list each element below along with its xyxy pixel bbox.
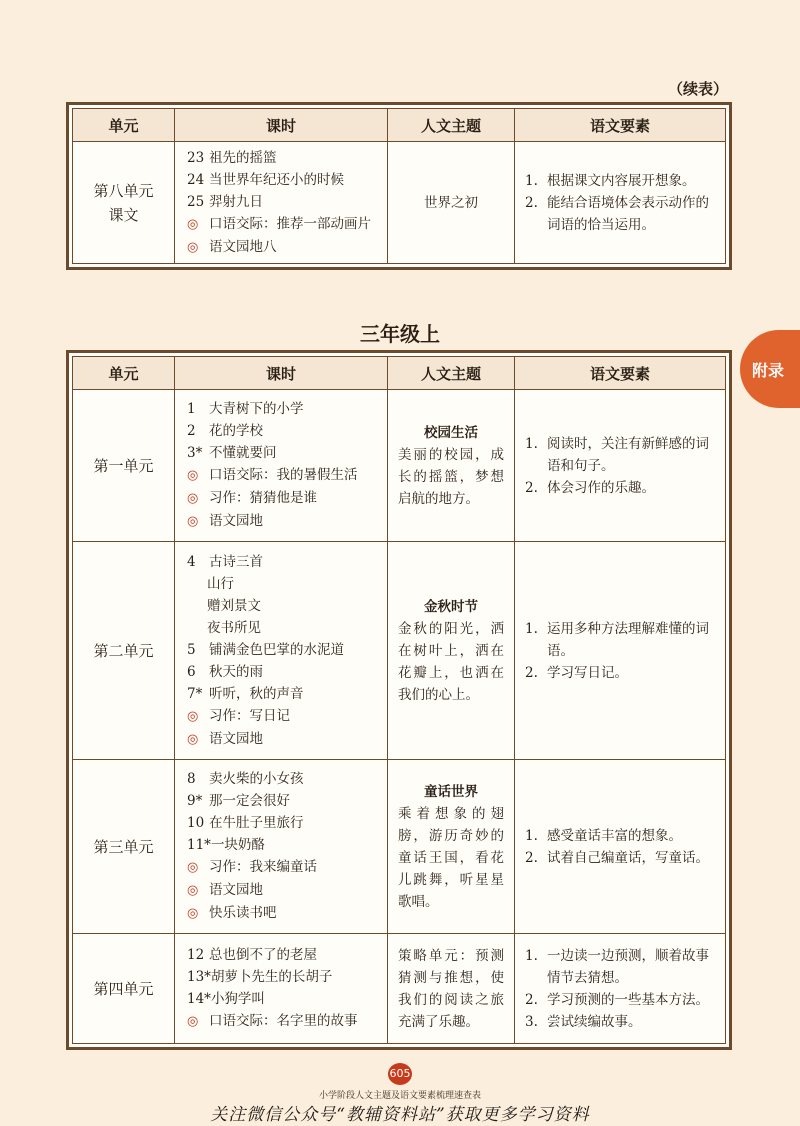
lesson-item [187, 398, 381, 420]
lesson-title: 口语交际：推荐一部动画片 [209, 215, 371, 232]
top-table-frame [66, 102, 732, 270]
lessons-cell [175, 934, 388, 1044]
lesson-number: 6 [187, 663, 196, 680]
lesson-title: 花的学校 [209, 423, 263, 439]
element-text: 阅读时，关注有新鲜感的词语和句子。 [547, 435, 709, 474]
element-item [525, 989, 717, 1011]
lesson-item [187, 213, 381, 236]
lessons-cell [175, 760, 388, 934]
theme-body: 金秋的阳光，洒在树叶上，洒在花瓣上，也洒在我们的心上。 [398, 620, 504, 703]
lesson-title: 夜书所见 [207, 619, 261, 636]
element-number: 1. [525, 172, 538, 189]
bullet-mark: ◎ [187, 1014, 199, 1029]
theme-body: 美丽的校园，成长的摇篮，梦想启航的地方。 [398, 446, 504, 507]
lessons-cell [175, 390, 388, 542]
lesson-number: 4 [187, 553, 196, 570]
lesson-item [187, 420, 381, 442]
lesson-item [187, 966, 381, 988]
footer-subtitle: 小学阶段人文主题及语文要素梳理速查表 [318, 1091, 481, 1101]
header-unit: 单元 [73, 357, 175, 390]
lesson-item [187, 768, 381, 790]
element-number: 1. [525, 827, 538, 844]
element-text: 试着自己编童话，写童话。 [547, 849, 709, 866]
theme-title: 校园生活 [424, 424, 478, 441]
theme-body: 策略单元：预测猜测与推想，使我们的阅读之旅充满了乐趣。 [398, 947, 504, 1030]
section-title: 三年级上 [360, 322, 440, 346]
header-theme: 人文主题 [388, 109, 515, 142]
unit-cell: 第一单元 [73, 390, 175, 542]
bullet-mark: ◎ [187, 906, 199, 921]
lesson-item [187, 236, 381, 259]
lesson-item [187, 856, 381, 879]
element-item [525, 662, 717, 684]
table-row [73, 934, 726, 1044]
lesson-title: 一块奶酪 [210, 837, 265, 853]
table-row [73, 542, 726, 760]
lesson-title: 习作：写日记 [209, 707, 290, 724]
elements-cell [515, 760, 726, 934]
lesson-number: 14* [187, 991, 211, 1007]
lesson-number: 3* [187, 445, 203, 461]
lesson-item [187, 442, 381, 464]
element-item [525, 945, 717, 989]
lesson-number: 8 [187, 771, 196, 787]
unit-subname: 课文 [108, 205, 139, 224]
lesson-title: 总也倒不了的老屋 [209, 947, 317, 963]
lesson-number: 7* [187, 685, 203, 702]
theme-cell [388, 142, 515, 264]
bullet-mark: ◎ [187, 491, 199, 506]
bullet-mark: ◎ [187, 239, 199, 255]
theme-cell [388, 760, 515, 934]
elements-cell [515, 934, 726, 1044]
lesson-item [187, 551, 381, 573]
table-header-row [73, 357, 726, 390]
element-item [525, 170, 717, 192]
lesson-title: 在牛肚子里旅行 [209, 815, 304, 831]
lesson-item [187, 879, 381, 902]
lesson-title: 羿射九日 [209, 193, 263, 210]
lessons-cell [175, 542, 388, 760]
lesson-number: 11* [187, 837, 211, 853]
lesson-title: 古诗三首 [209, 553, 263, 570]
lesson-item [187, 639, 381, 661]
lesson-title: 赠刘景文 [207, 597, 261, 614]
lesson-item [187, 728, 381, 751]
unit-cell: 第三单元 [73, 760, 175, 934]
table-row [73, 390, 726, 542]
lesson-number: 1 [187, 401, 196, 417]
lesson-title: 卖火柴的小女孩 [209, 771, 304, 787]
lessons-cell [175, 142, 388, 264]
lesson-item [187, 169, 381, 191]
element-number: 2. [525, 194, 538, 211]
lesson-title: 听听，秋的声音 [209, 685, 304, 702]
lesson-title: 不懂就要问 [209, 445, 277, 461]
lesson-title: 语文园地 [209, 730, 263, 747]
lesson-item [187, 617, 381, 639]
element-text: 感受童话丰富的想象。 [547, 827, 682, 844]
lesson-item [187, 902, 381, 925]
theme-title: 金秋时节 [424, 598, 478, 615]
lesson-title: 胡萝卜先生的长胡子 [210, 969, 333, 985]
element-item [525, 433, 717, 477]
grade3-table [72, 356, 726, 1044]
lesson-title: 语文园地 [209, 882, 263, 898]
unit-cell: 第四单元 [73, 934, 175, 1044]
lesson-title: 大青树下的小学 [209, 401, 304, 417]
lesson-item [187, 1010, 381, 1033]
element-number: 1. [525, 435, 538, 452]
lesson-title: 那一定会很好 [209, 793, 290, 809]
table-header-row [73, 109, 726, 142]
lesson-item [187, 573, 381, 595]
lesson-item [187, 705, 381, 728]
lesson-title: 祖先的摇篮 [209, 149, 277, 166]
element-text: 体会习作的乐趣。 [547, 479, 655, 496]
header-lessons: 课时 [175, 109, 388, 142]
bullet-mark: ◎ [187, 731, 199, 747]
lesson-number: 24 [187, 171, 205, 188]
lesson-item [187, 464, 381, 487]
continued-label: （续表） [667, 80, 728, 98]
lesson-title: 小狗学叫 [210, 991, 265, 1007]
lesson-title: 秋天的雨 [209, 663, 263, 680]
element-item [525, 477, 717, 499]
bullet-mark: ◎ [187, 708, 199, 724]
lesson-title: 口语交际：我的暑假生活 [209, 467, 358, 483]
theme-cell [388, 390, 515, 542]
element-text: 能结合语境体会表示动作的词语的恰当运用。 [547, 194, 709, 233]
lesson-number: 9* [187, 793, 203, 809]
element-item [525, 847, 717, 869]
element-number: 1. [525, 620, 538, 637]
element-number: 2. [525, 849, 538, 866]
top-table [72, 108, 726, 264]
lesson-title: 习作：我来编童话 [209, 859, 317, 875]
header-elements: 语文要素 [515, 357, 726, 390]
element-number: 1. [525, 947, 538, 964]
element-text: 根据课文内容展开想象。 [547, 172, 696, 189]
lesson-title: 山行 [207, 575, 234, 592]
header-elements: 语文要素 [515, 109, 726, 142]
lesson-item [187, 683, 381, 705]
element-item [525, 192, 717, 236]
element-item [525, 825, 717, 847]
element-number: 2. [525, 991, 538, 1008]
lesson-item [187, 944, 381, 966]
lesson-title: 铺满金色巴掌的水泥道 [209, 641, 344, 658]
table-row [73, 760, 726, 934]
lesson-item [187, 790, 381, 812]
lesson-title: 语文园地八 [209, 238, 277, 255]
bullet-mark: ◎ [187, 468, 199, 483]
lesson-title: 当世界年纪还小的时候 [209, 171, 344, 188]
lesson-item [187, 595, 381, 617]
element-text: 尝试续编故事。 [547, 1013, 642, 1030]
header-lessons: 课时 [175, 357, 388, 390]
lesson-item [187, 191, 381, 213]
bullet-mark: ◎ [187, 860, 199, 875]
lesson-item [187, 510, 381, 533]
element-text: 运用多种方法理解难懂的词语。 [547, 620, 709, 659]
theme-cell [388, 542, 515, 760]
elements-cell [515, 142, 726, 264]
element-number: 3. [525, 1013, 538, 1030]
theme-cell [388, 934, 515, 1044]
header-theme: 人文主题 [388, 357, 515, 390]
lesson-number: 10 [187, 815, 205, 831]
theme-title: 世界之初 [424, 194, 478, 211]
lesson-item [187, 147, 381, 169]
element-text: 学习预测的一些基本方法。 [547, 991, 709, 1008]
unit-name: 第八单元 [93, 181, 154, 200]
lesson-title: 习作：猜猜他是谁 [209, 490, 317, 506]
lesson-number: 5 [187, 641, 196, 658]
element-item [525, 1011, 717, 1033]
element-text: 一边读一边预测，顺着故事情节去猜想。 [547, 947, 709, 986]
unit-cell [73, 142, 175, 264]
lesson-number: 12 [187, 947, 205, 963]
lesson-item [187, 834, 381, 856]
elements-cell [515, 542, 726, 760]
watermark-text: 关注微信公众号“教辅资料站”获取更多学习资料 [210, 1105, 590, 1125]
element-item [525, 618, 717, 662]
lesson-title: 语文园地 [209, 513, 263, 529]
header-unit: 单元 [73, 109, 175, 142]
lesson-number: 25 [187, 193, 205, 210]
lesson-item [187, 661, 381, 683]
lesson-item [187, 988, 381, 1010]
lesson-title: 口语交际：名字里的故事 [209, 1013, 358, 1029]
element-text: 学习写日记。 [547, 664, 628, 681]
grade3-table-frame [66, 350, 732, 1050]
theme-body: 乘着想象的翅膀，游历奇妙的童话王国，看花儿跳舞，听星星歌唱。 [398, 805, 504, 910]
lesson-number: 23 [187, 149, 205, 166]
lesson-item [187, 487, 381, 510]
bullet-mark: ◎ [187, 883, 199, 898]
theme-title: 童话世界 [424, 783, 478, 800]
appendix-tab[interactable]: 附录 [740, 330, 800, 408]
bullet-mark: ◎ [187, 216, 199, 232]
lesson-number: 13* [187, 969, 211, 985]
elements-cell [515, 390, 726, 542]
lesson-item [187, 812, 381, 834]
element-number: 2. [525, 664, 538, 681]
bullet-mark: ◎ [187, 514, 199, 529]
lesson-number: 2 [187, 423, 196, 439]
table-row [73, 142, 726, 264]
unit-cell: 第二单元 [73, 542, 175, 760]
element-number: 2. [525, 479, 538, 496]
page-number: 605 [388, 1063, 412, 1085]
lesson-title: 快乐读书吧 [209, 905, 277, 921]
